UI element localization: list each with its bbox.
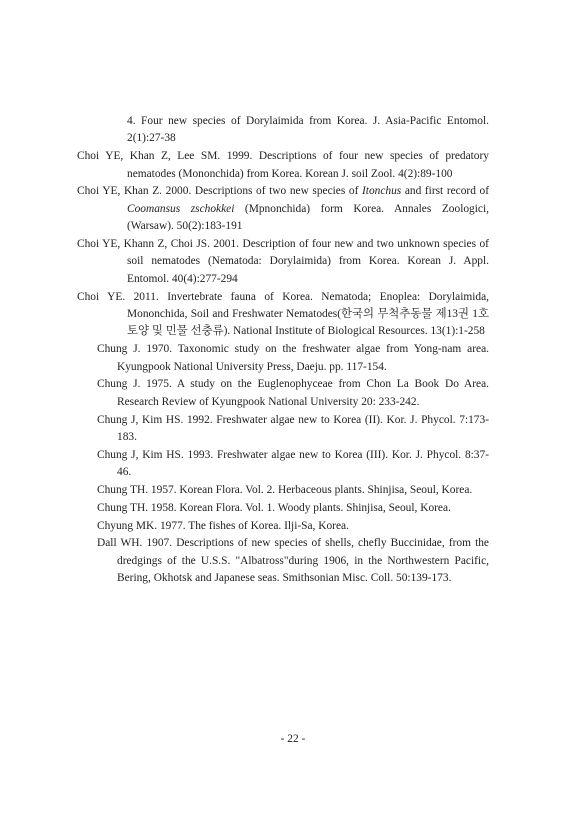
reference-author: Chung J.: [97, 343, 141, 356]
reference-text: 1970. Taxonomic study on the freshwater algae from Yong-nam area. Kyungpook National University Press, Daeju. pp. 117-154.: [117, 343, 489, 373]
reference-author: Choi YE, Khann Z, Choi JS.: [77, 238, 210, 251]
reference-text: 1999. Descriptions of four new species of predatory nematodes (Mononchida) from Korea. Korean J. soil Zool. 4(2):89-100: [127, 150, 489, 180]
reference-text: 1958. Korean Flora. Vol. 1. Woody plants. Shinjisa, Seoul, Korea.: [150, 501, 451, 514]
reference-entry: [77, 289, 489, 341]
reference-author: Chyung MK.: [97, 519, 158, 532]
reference-author: Dall WH.: [97, 537, 143, 550]
reference-entry: [77, 236, 489, 288]
reference-text: 1975. A study on the Euglenophyceae from Chon La Book Do Area. Research Review of Kyungpook National University 20: 233-242.: [117, 378, 489, 408]
reference-entry: [97, 113, 489, 148]
reference-author: Choi YE, Khan Z, Lee SM.: [77, 150, 221, 163]
reference-entry: [97, 376, 489, 411]
reference-entry: [97, 500, 489, 517]
reference-text: 2000. Descriptions of two new species of: [165, 185, 362, 198]
reference-entry: [77, 148, 489, 183]
reference-author: Chung J, Kim HS.: [97, 448, 184, 461]
reference-text: 1992. Freshwater algae new to Korea (II). Kor. J. Phycol. 7:173-183.: [117, 413, 489, 444]
reference-text: and first record of: [401, 185, 490, 198]
reference-entry: [97, 518, 489, 535]
reference-entry: [97, 341, 489, 376]
reference-text: 2011. Invertebrate fauna of Korea. Nematoda; Enoplea: Dorylaimida, Mononchida, Soil and Freshwater Nematodes(한국의 무척추동물 제13권 1호 토양 및 민물 선충류). National Institute of Biological Resources. 13(1):1-258: [127, 290, 489, 338]
reference-author: Chung TH.: [97, 484, 149, 497]
reference-author: Chung J, Kim HS.: [97, 413, 184, 426]
reference-list: [77, 113, 490, 588]
reference-author: Chung J.: [97, 378, 141, 391]
reference-entry: [97, 535, 489, 587]
reference-text: (Mpnonchida) form Korea. Annales Zoologici, (Warsaw). 50(2):183-191: [127, 202, 489, 233]
reference-text: 1977. The fishes of Korea. Ilji-Sa, Korea.: [159, 519, 349, 532]
reference-text: 1993. Freshwater algae new to Korea (III). Kor. J. Phycol. 8:37-46.: [117, 448, 489, 479]
reference-text: 1907. Descriptions of new species of shells, chefly Buccinidae, from the dredgings of the U.S.S. "Albatross"during 1906, in the Northwestern Pacific, Bering, Okhotsk and Japanese seas. Smithsonian Misc. Coll. 50:139-173.: [117, 537, 489, 585]
reference-entry: [97, 412, 489, 447]
reference-author: Chung TH.: [97, 501, 149, 514]
reference-text: 2001. Description of four new and two unknown species of soil nematodes (Nematoda: Dorylaimida) from Korea. Korean J. Appl. Entomol. 40(4):277-294: [127, 238, 489, 285]
reference-text: 4. Four new species of Dorylaimida from Korea. J. Asia-Pacific Entomol. 2(1):27-38: [127, 115, 489, 145]
species-name: Coomansus zschokkei: [127, 202, 235, 215]
reference-entry: [77, 183, 490, 235]
reference-entry: [97, 482, 489, 499]
species-name: Itonchus: [362, 185, 402, 198]
page-number: - 22 -: [280, 733, 306, 745]
reference-author: Choi YE.: [77, 290, 126, 303]
reference-text: 1957. Korean Flora. Vol. 2. Herbaceous plants. Shinjisa, Seoul, Korea.: [150, 484, 473, 497]
reference-author: Choi YE, Khan Z.: [77, 185, 163, 198]
reference-entry: [97, 447, 489, 482]
